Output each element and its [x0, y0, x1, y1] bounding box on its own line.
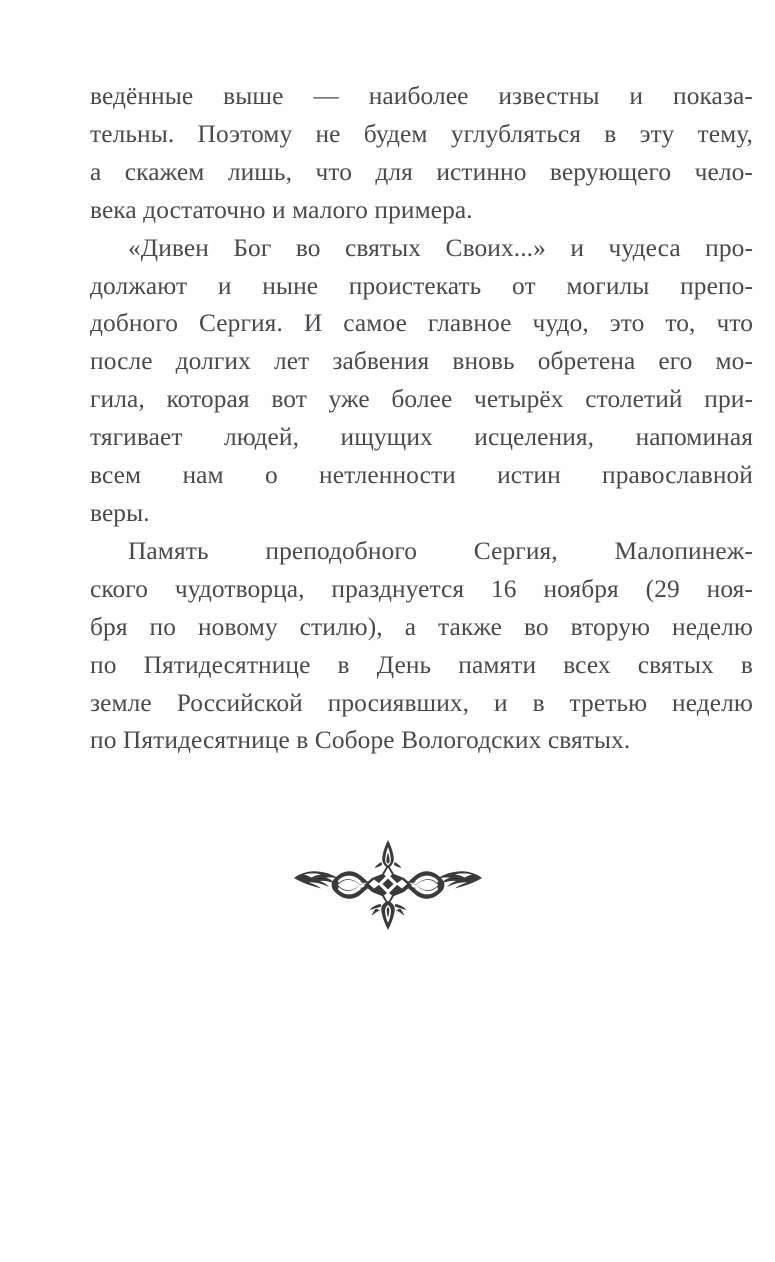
paragraph-3	[90, 533, 753, 760]
text-line: бря по новому стилю), а также во вторую неделю	[90, 612, 753, 641]
text-line: Память преподобного Сергия, Малопинеж-	[128, 536, 753, 565]
text-line: а скажем лишь, что для истинно верующего чело-	[90, 157, 753, 186]
text-line: века достаточно и малого примера.	[90, 195, 473, 224]
text-line: добного Сергия. И самое главное чудо, это то, что	[90, 309, 753, 338]
text-line: тельны. Поэтому не будем углубляться в эту тему,	[90, 119, 753, 148]
paragraph-2	[90, 230, 753, 533]
text-line: ведённые выше — наиболее известны и показа-	[90, 82, 753, 110]
text-line: должают и ныне проистекать от могилы препо-	[90, 271, 753, 300]
paragraph-1	[90, 78, 753, 230]
ornament-container	[0, 838, 775, 930]
page-text-block	[90, 78, 753, 760]
text-line: всем нам о нетленности истин православной	[90, 461, 753, 490]
text-line: по Пятидесятнице в Соборе Вологодских святых.	[90, 726, 631, 755]
text-line: гила, которая вот уже более четырёх столетий при-	[90, 385, 753, 414]
text-line: тягивает людей, ищущих исцеления, напоминая	[90, 423, 753, 452]
celtic-knotwork-divider-icon	[290, 838, 486, 930]
text-line: ского чудотворца, празднуется 16 ноября (29 ноя-	[90, 574, 753, 603]
text-line: «Дивен Бог во святых Своих...» и чудеса про-	[128, 233, 753, 262]
text-line: после долгих лет забвения вновь обретена его мо-	[90, 347, 753, 376]
text-line: по Пятидесятнице в День памяти всех святых в	[90, 650, 753, 679]
text-line: веры.	[90, 498, 150, 527]
text-line: земле Российской просиявших, и в третью неделю	[90, 688, 753, 717]
